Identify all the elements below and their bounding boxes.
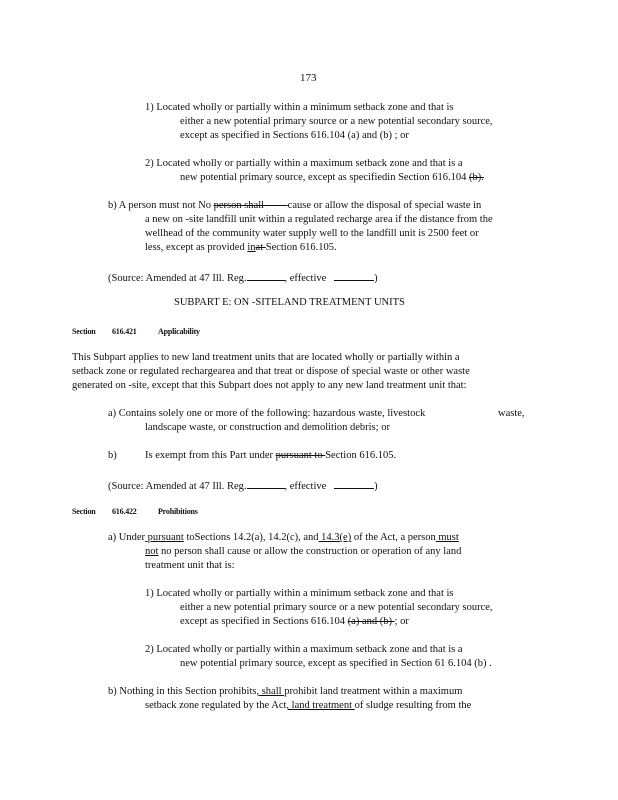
text-line: except as specified in Sections 616.104 (a) and (b) ; or — [180, 130, 409, 141]
blank-line — [247, 270, 285, 281]
text-line: Is exempt from this Part under pursuant to Section 616.105. — [145, 450, 397, 461]
section-number: 616.422 — [112, 507, 137, 516]
section-label: Section — [72, 507, 96, 516]
source-note: (Source: Amended at 47 Ill. Reg. , effective ) — [108, 478, 378, 493]
struck-text: at — [255, 242, 266, 253]
text-line: generated on -site, except that this Subpart does not apply to any new land treatment unit that: — [72, 380, 467, 391]
section-label: Section — [72, 327, 96, 336]
section-title: Prohibitions — [158, 507, 198, 516]
text-line: a new on -site landfill unit within a regulated recharge area if the distance from the — [145, 214, 493, 225]
underlined-text: 14.3(e) — [318, 532, 352, 543]
underlined-text: not — [145, 546, 159, 557]
text-line: treatment unit that is: — [145, 560, 235, 571]
text-line: b) Nothing in this Section prohibits, shall prohibit land treatment within a maximum — [108, 686, 463, 697]
text-line: This Subpart applies to new land treatment units that are located wholly or partially within a — [72, 352, 460, 363]
struck-text: pursuant to — [275, 450, 326, 461]
blank-line — [247, 478, 285, 489]
text-line: setback zone regulated by the Act, land treatment of sludge resulting from the — [145, 700, 472, 711]
text-line: 2) Located wholly or partially within a maximum setback zone and that is a — [145, 644, 463, 655]
page-number: 173 — [300, 72, 317, 84]
underlined-text: , shall — [256, 686, 285, 697]
blank-line — [334, 270, 374, 281]
text-line: waste, — [498, 408, 525, 419]
source-note: (Source: Amended at 47 Ill. Reg. , effective ) — [108, 270, 378, 285]
text-line: not no person shall cause or allow the construction or operation of any land — [145, 546, 462, 557]
underlined-text: , land treatment — [286, 700, 355, 711]
text-line: landscape waste, or construction and demolition debris; or — [145, 422, 390, 433]
section-title: Applicability — [158, 327, 200, 336]
struck-text: (a) and (b) — [347, 616, 395, 627]
text-line: a) Contains solely one or more of the following: hazardous waste, livestock — [108, 408, 426, 419]
text-line: 1) Located wholly or partially within a minimum setback zone and that is — [145, 588, 454, 599]
underlined-text: must — [435, 532, 459, 543]
text-line: either a new potential primary source or a new potential secondary source, — [180, 116, 493, 127]
underlined-text: in — [247, 242, 256, 253]
text-line: b) — [108, 450, 117, 461]
text-line: either a new potential primary source or a new potential secondary source, — [180, 602, 493, 613]
underlined-text: pursuant — [145, 532, 184, 543]
text-line: less, except as provided inat Section 616.105. — [145, 242, 337, 253]
struck-text: (b). — [468, 172, 484, 183]
text-line: 2) Located wholly or partially within a maximum setback zone and that is a — [145, 158, 463, 169]
struck-text: person shall — [213, 200, 265, 211]
subpart-title: SUBPART E: ON -SITELAND TREATMENT UNITS — [174, 297, 405, 308]
text-line: wellhead of the community water supply well to the landfill unit is 2500 feet or — [145, 228, 479, 239]
text-line: new potential primary source, except as specified in Section 61 6.104 (b) . — [180, 658, 492, 669]
text-line: a) Under pursuant toSections 14.2(a), 14.2(c), and 14.3(e) of the Act, a person must — [108, 532, 459, 543]
section-number: 616.421 — [112, 327, 137, 336]
text-line: 1) Located wholly or partially within a minimum setback zone and that is — [145, 102, 454, 113]
blank-line — [334, 478, 374, 489]
text-line: setback zone or regulated rechargearea and that treat or dispose of special waste or other waste — [72, 366, 470, 377]
text-line: except as specified in Sections 616.104 (a) and (b) ; or — [180, 616, 409, 627]
text-line: new potential primary source, except as specifiedin Section 616.104 (b). — [180, 172, 484, 183]
text-line: b) A person must not No person shall cause or allow the disposal of special waste in — [108, 200, 482, 211]
